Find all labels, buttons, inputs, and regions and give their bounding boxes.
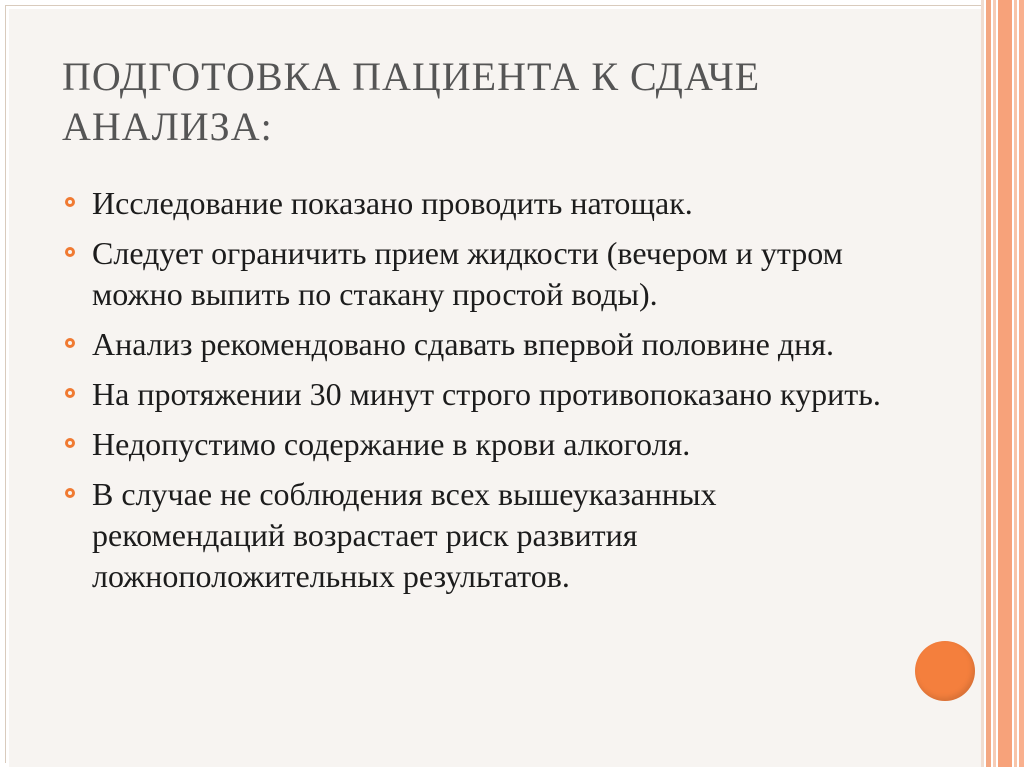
bullet-item (62, 233, 892, 315)
decorative-stripe (993, 0, 996, 767)
bullet-text: В случае не соблюдения всех вышеуказанных рекомендаций возрастает риск развития ложноположительных результатов. (92, 476, 717, 594)
decorative-stripe (1019, 0, 1024, 767)
decorative-circle (915, 641, 975, 701)
bullet-text: Анализ рекомендовано сдавать впервой половине дня. (92, 326, 834, 362)
bullet-icon (65, 338, 75, 348)
bullet-icon (65, 247, 75, 257)
bullet-item (62, 474, 892, 597)
slide-title: ПОДГОТОВКА ПАЦИЕНТА К СДАЧЕ АНАЛИЗА: (62, 54, 761, 149)
bullet-icon (65, 197, 75, 207)
bullet-item (62, 183, 892, 224)
bullet-text: Исследование показано проводить натощак. (92, 185, 693, 221)
bullet-item (62, 324, 892, 365)
decorative-stripe (981, 0, 984, 767)
decorative-stripe (986, 0, 991, 767)
bullet-icon (65, 488, 75, 498)
bullet-text: Недопустимо содержание в крови алкоголя. (92, 426, 691, 462)
bullet-text: Следует ограничить прием жидкости (вечером и утром можно выпить по стакану простой воды). (92, 235, 843, 312)
bullet-icon (65, 438, 75, 448)
decorative-stripe (1014, 0, 1017, 767)
decorative-stripe (998, 0, 1012, 767)
bullet-item (62, 374, 892, 415)
bullet-item (62, 424, 892, 465)
bullet-list (62, 183, 892, 606)
bullet-icon (65, 388, 75, 398)
bullet-text: На протяжении 30 минут строго противопоказано курить. (92, 376, 881, 412)
